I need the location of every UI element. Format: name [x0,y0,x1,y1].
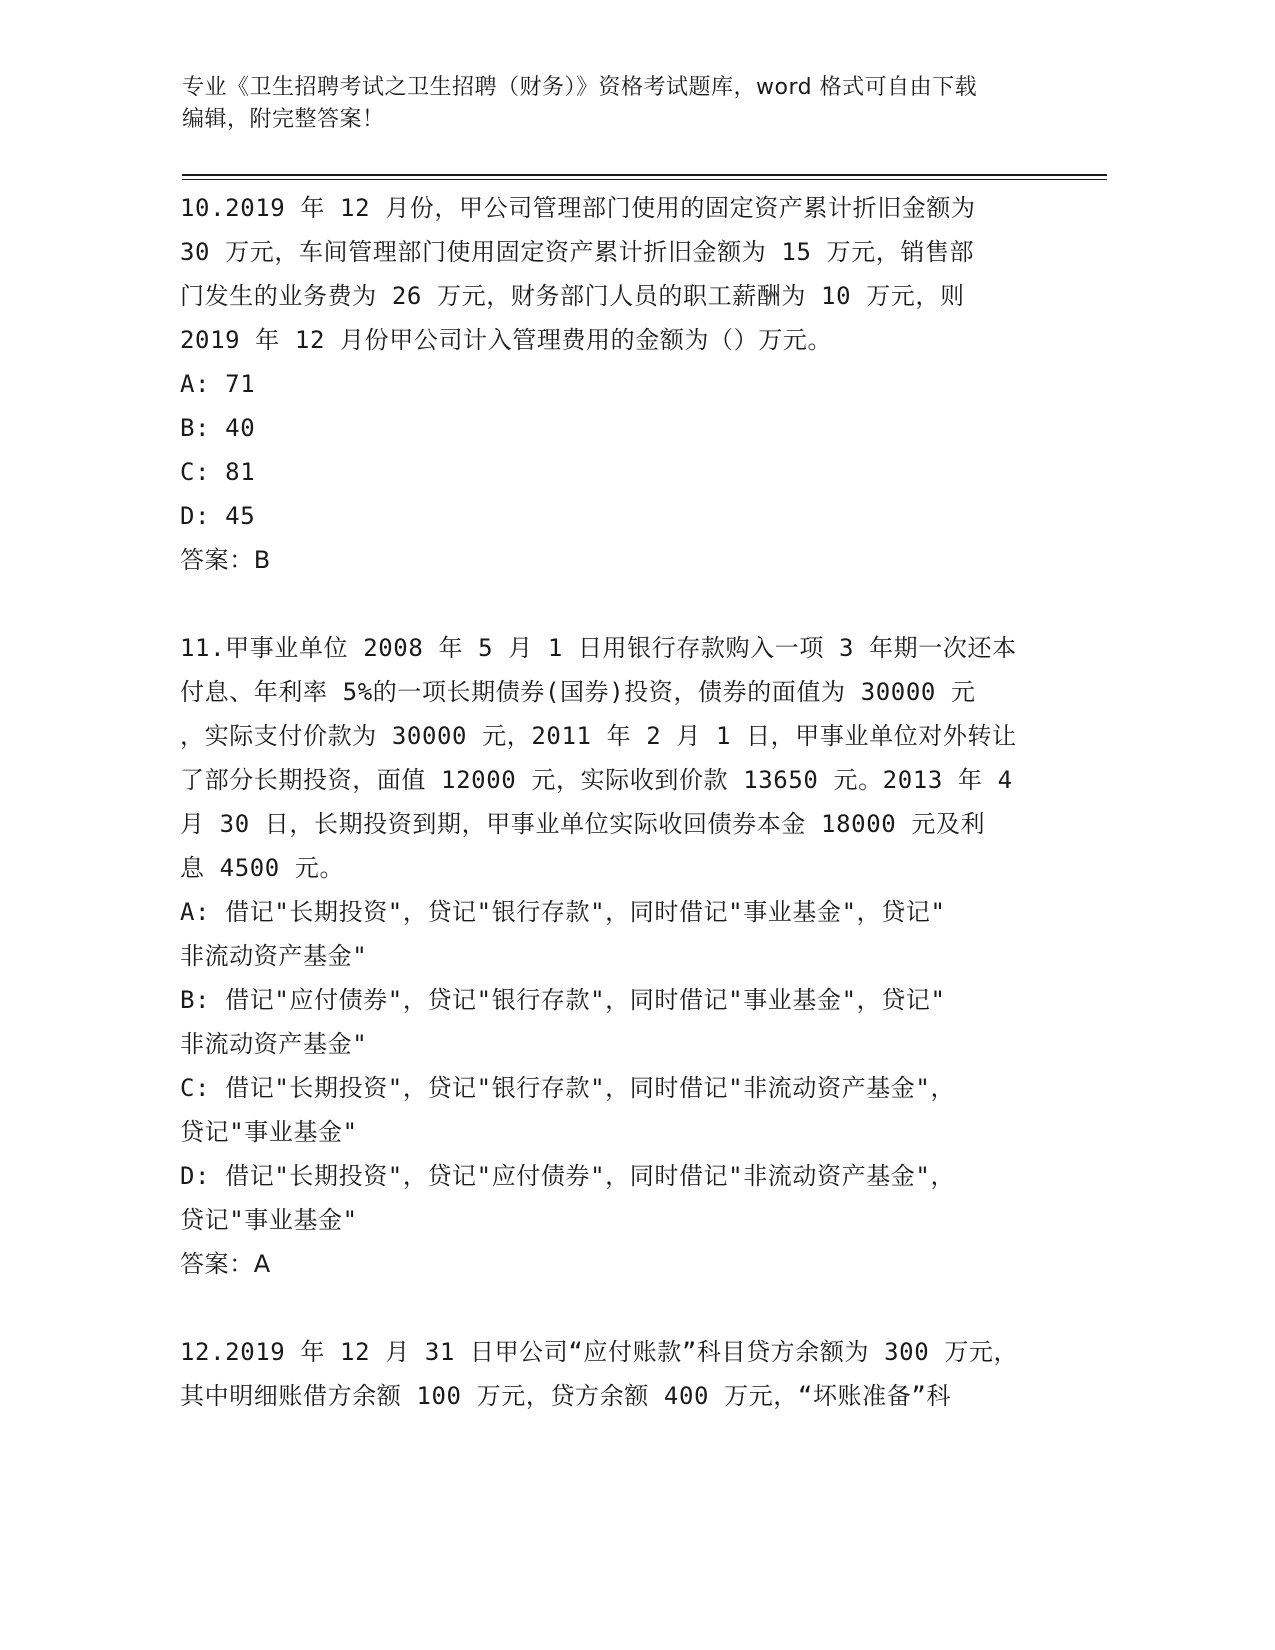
option-c: C: 81 [180,458,256,486]
question-11 [180,626,1060,1286]
option-a: A: 71 [180,370,256,398]
option-d: D: 45 [180,502,256,530]
answer-label: 答案：A [180,1250,271,1278]
question-12 [180,1330,1060,1418]
option-a: A: 借记"长期投资"，贷记"银行存款"，同时借记"事业基金"，贷记" [180,898,946,926]
question-text-line: 息 4500 元。 [180,854,345,882]
question-10 [180,186,1060,582]
question-text-line: 12.2019 年 12 月 31 日甲公司“应付账款”科目贷方余额为 300 万元， [180,1338,1019,1366]
option-c-continued: 贷记"事业基金" [180,1118,358,1146]
question-spacer [180,582,1060,626]
question-text-line: 了部分长期投资，面值 12000 元，实际收到价款 13650 元。2013 年 4 [180,766,1013,794]
header-line-2: 编辑，附完整答案！ [182,107,385,132]
option-b-continued: 非流动资产基金" [180,1030,368,1058]
question-text-line: 11.甲事业单位 2008 年 5 月 1 日用银行存款购入一项 3 年期一次还本 [180,634,1017,662]
option-b: B: 借记"应付债券"，贷记"银行存款"，同时借记"事业基金"，贷记" [180,986,946,1014]
document-header [182,72,1102,136]
option-b: B: 40 [180,414,256,442]
question-spacer [180,1286,1060,1330]
option-c: C: 借记"长期投资"，贷记"银行存款"，同时借记"非流动资产基金"， [180,1074,956,1102]
header-divider-thick [182,174,1107,176]
question-text-line: 月 30 日，长期投资到期，甲事业单位实际收回债券本金 18000 元及利 [180,810,986,838]
question-text-line: 30 万元，车间管理部门使用固定资产累计折旧金额为 15 万元，销售部 [180,238,975,266]
question-text-line: 2019 年 12 月份甲公司计入管理费用的金额为（）万元。 [180,326,833,354]
option-a-continued: 非流动资产基金" [180,942,368,970]
question-text-line: 10.2019 年 12 月份，甲公司管理部门使用的固定资产累计折旧金额为 [180,194,976,222]
option-d-continued: 贷记"事业基金" [180,1206,358,1234]
question-text-line: ，实际支付价款为 30000 元，2011 年 2 月 1 日，甲事业单位对外转让 [180,722,1017,750]
question-text-line: 付息、年利率 5%的一项长期债券(国券)投资，债券的面值为 30000 元 [180,678,976,706]
header-line-1: 专业《卫生招聘考试之卫生招聘（财务）》资格考试题库，word 格式可自由下载 [182,75,978,100]
question-list [180,186,1060,1418]
option-d: D: 借记"长期投资"，贷记"应付债券"，同时借记"非流动资产基金"， [180,1162,956,1190]
header-divider-thin [182,179,1107,180]
question-text-line: 门发生的业务费为 26 万元，财务部门人员的职工薪酬为 10 万元，则 [180,282,965,310]
question-text-line: 其中明细账借方余额 100 万元，贷方余额 400 万元，“坏账准备”科 [180,1382,951,1410]
answer-label: 答案：B [180,546,271,574]
